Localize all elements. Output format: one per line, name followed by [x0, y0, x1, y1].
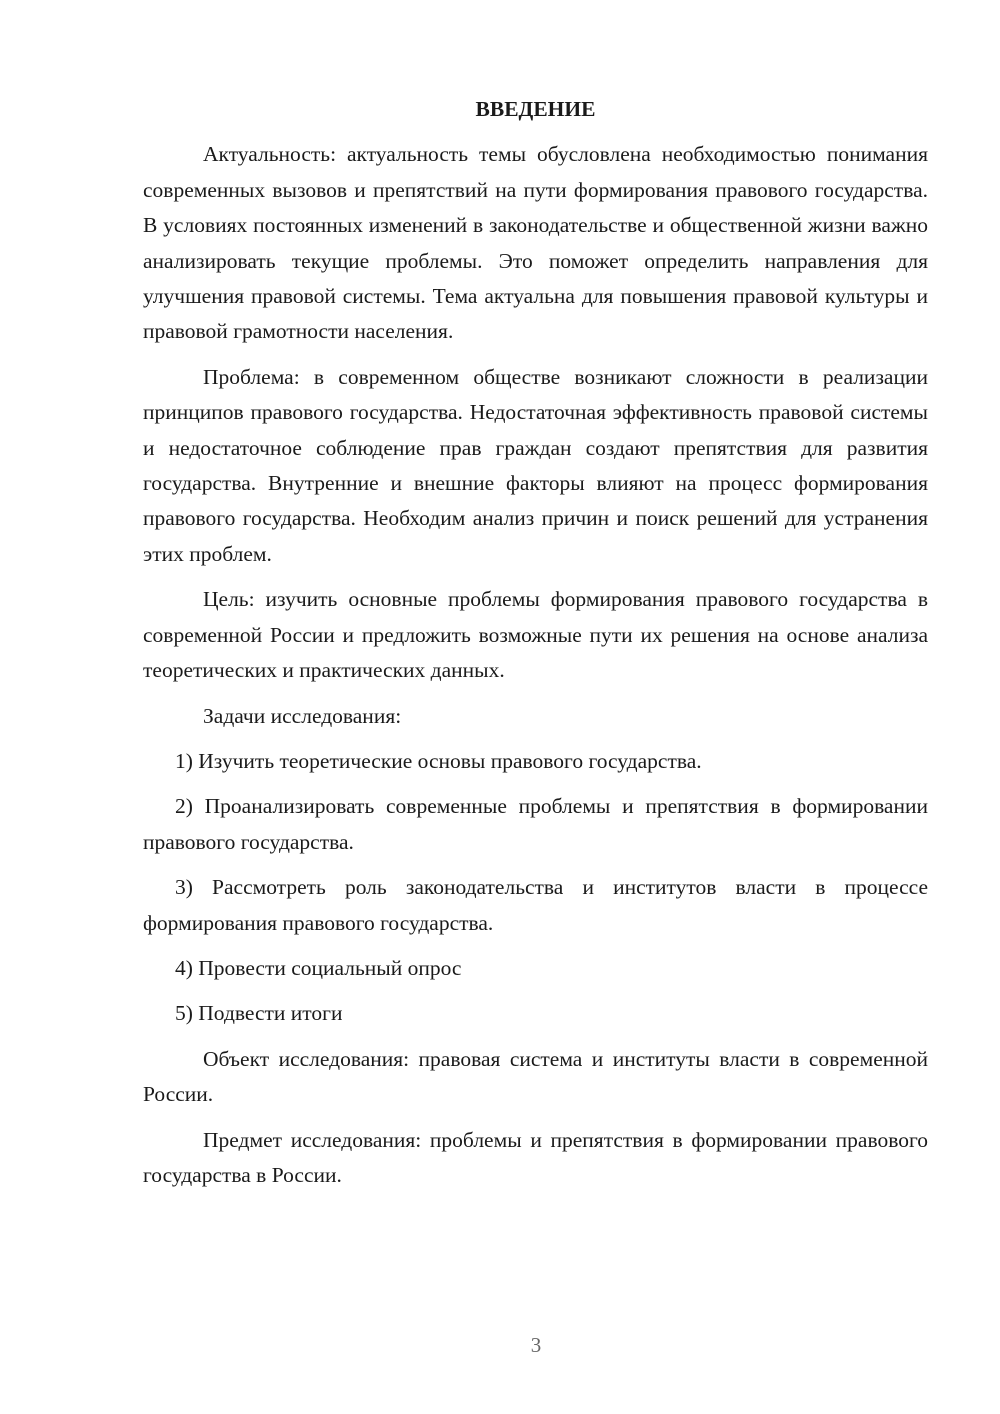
document-body [143, 92, 928, 1203]
tasks-title: Задачи исследования: [203, 703, 402, 728]
tasks-list [143, 744, 928, 1032]
paragraph-problem: Проблема: в современном обществе возникают сложности в реализации принципов правового государства. Недостаточная эффективность правовой системы и недостаточное соблюдение прав граждан создают препятствия для развития государства. Внутренние и внешние факторы влияют на процесс формирования правового государства. Необходим анализ причин и поиск решений для устранения этих проблем. [143, 364, 928, 566]
paragraph-relevance: Актуальность: актуальность темы обусловлена необходимостью понимания современных вызовов и препятствий на пути формирования правового государства. В условиях постоянных изменений в законодательстве и общественной жизни важно анализировать текущие проблемы. Это поможет определить направления для улучшения правовой системы. Тема актуальна для повышения правовой культуры и правовой грамотности населения. [143, 142, 928, 344]
page-number: 3 [530, 1333, 542, 1357]
list-item: 2) Проанализировать современные проблемы и препятствия в формировании правового государства. [143, 794, 928, 854]
list-item: 4) Провести социальный опрос [175, 955, 462, 980]
list-item: 3) Рассмотреть роль законодательства и институтов власти в процессе формирования правового государства. [143, 875, 928, 935]
paragraph-object: Объект исследования: правовая система и институты власти в современной России. [143, 1046, 928, 1107]
paragraph-goal: Цель: изучить основные проблемы формирования правового государства в современной России и предложить возможные пути их решения на основе анализа теоретических и практических данных. [143, 587, 928, 683]
list-item: 5) Подвести итоги [175, 1001, 343, 1026]
section-heading: ВВЕДЕНИЕ [475, 97, 596, 121]
paragraph-subject: Предмет исследования: проблемы и препятствия в формировании правового государства в России. [143, 1127, 928, 1187]
list-item: 1) Изучить теоретические основы правового государства. [175, 748, 702, 773]
